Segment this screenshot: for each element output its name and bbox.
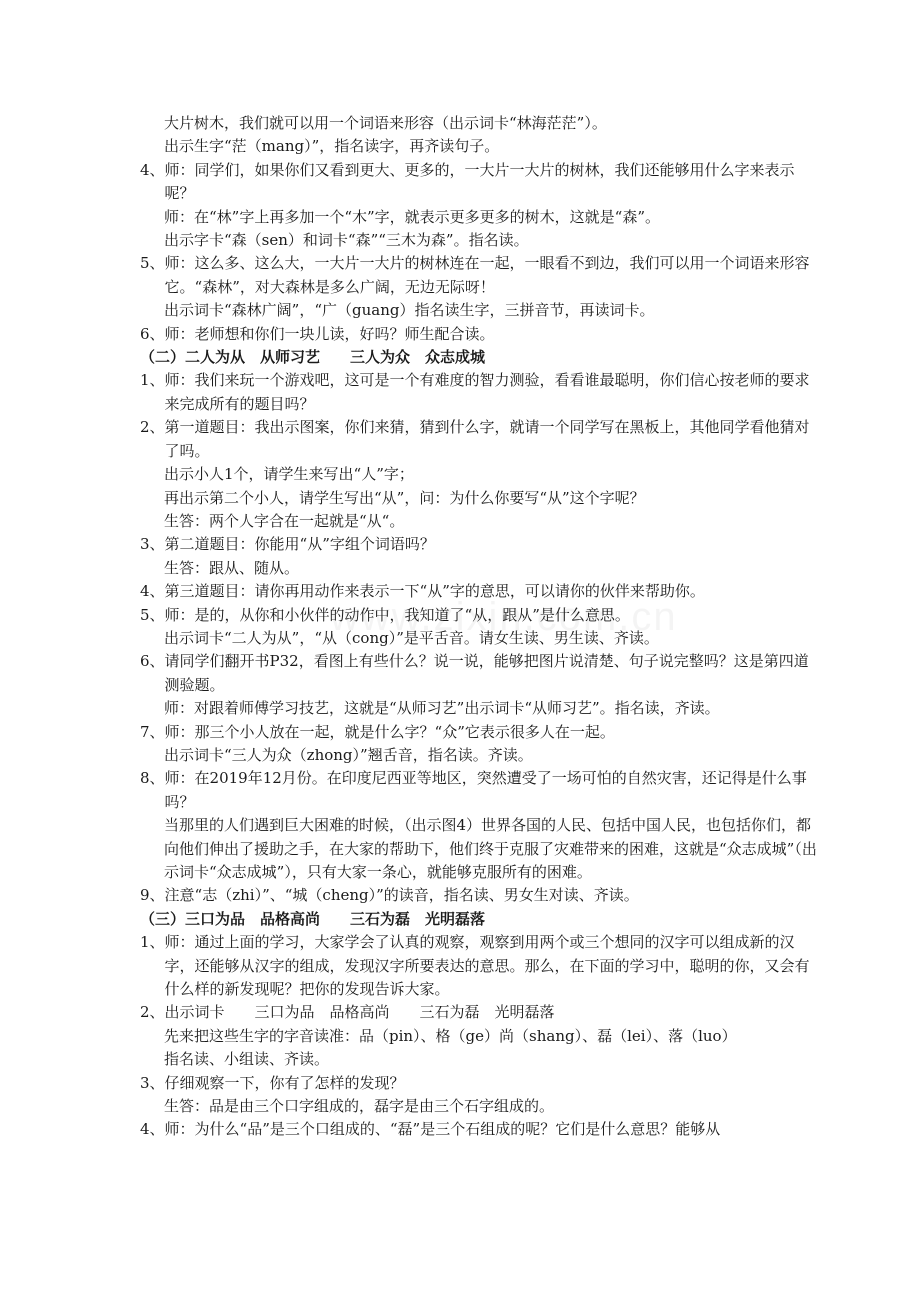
- numbered-item: [140, 767, 820, 814]
- paragraph-line: 指名读、小组读、齐读。: [164, 1050, 330, 1069]
- item-number: 2、: [140, 1003, 165, 1022]
- item-number: 5、: [140, 605, 165, 624]
- item-number: 1、: [140, 933, 165, 952]
- numbered-item: [140, 533, 820, 556]
- numbered-item: [140, 1001, 820, 1024]
- item-number: 4、: [140, 1120, 165, 1139]
- numbered-item: [140, 252, 820, 299]
- item-text: 第三道题目：请你再用动作来表示一下“从”字的意思，可以请你的伙伴来帮助你。: [164, 582, 705, 601]
- item-number: 3、: [140, 535, 165, 554]
- paragraph-line: 出示词卡“三人为众（zhong）”翘舌音，指名读。齐读。: [164, 745, 533, 764]
- item-number: 7、: [140, 722, 165, 741]
- numbered-item: [140, 323, 820, 346]
- item-text: 请同学们翻开书P32，看图上有些什么？说一说，能够把图片说清楚、句子说完整吗？这是第四道测验题。: [164, 652, 809, 694]
- item-text: 师：为什么“品”是三个口组成的、“磊”是三个石组成的呢？它们是什么意思？能够从: [164, 1120, 721, 1139]
- paragraph-line: 出示小人1个，请学生来写出“人”字；: [164, 465, 414, 484]
- item-text: 第一道题目：我出示图案，你们来猜，猜到什么字，就请一个同学写在黑板上，其他同学看他猜对了吗。: [164, 418, 810, 460]
- numbered-item: [140, 931, 820, 1001]
- paragraph-line: 再出示第二个小人，请学生写出“从”，问：为什么你要写“从”这个字呢？: [164, 488, 645, 507]
- section-heading: （三）三口为品 品格高尚 三石为磊 光明磊落: [140, 909, 486, 928]
- numbered-item: [140, 1118, 820, 1141]
- numbered-item: [140, 884, 820, 907]
- watermark: [330, 606, 678, 629]
- paragraph-line: 出示生字“茫（mang）”，指名读字，再齐读句子。: [164, 137, 500, 156]
- item-number: 4、: [140, 582, 165, 601]
- paragraph-line: 生答：跟从、随从。: [164, 558, 300, 577]
- paragraph-line: 师：在“林”字上再多加一个“木”字，就表示更多更多的树木，这就是“森”。: [164, 207, 661, 226]
- item-text: 出示词卡 三口为品 品格高尚 三石为磊 光明磊落: [164, 1003, 555, 1022]
- item-text: 第二道题目：你能用“从”字组个词语吗？: [164, 535, 435, 554]
- paragraph-line: 生答：品是由三个口字组成的，磊字是由三个石字组成的。: [164, 1097, 555, 1116]
- item-number: 2、: [140, 418, 165, 437]
- item-number: 5、: [140, 254, 165, 273]
- item-number: 9、: [140, 886, 165, 905]
- paragraph-line: 出示词卡“森林广阔”，“广（guang）指名读生字，三拼音节，再读词卡。: [164, 301, 655, 320]
- item-number: 4、: [140, 160, 165, 179]
- item-number: 8、: [140, 769, 165, 788]
- item-text: 师：这么多、这么大，一大片一大片的树林连在一起，一眼看不到边，我们可以用一个词语来形容它。“森林”，对大森林是多么广阔，无边无际呀！: [164, 254, 810, 296]
- numbered-item: [140, 721, 820, 744]
- paragraph-line: 大片树木，我们就可以用一个词语来形容（出示词卡“林海茫茫”）。: [164, 114, 607, 132]
- section-heading: （二）二人为从 从师习艺 三人为众 众志成城: [140, 348, 486, 367]
- paragraph-line: 出示字卡“森（sen）和词卡“森”“三木为森”。指名读。: [164, 231, 529, 250]
- paragraph-line: 先来把这些生字的字音读准：品（pin）、格（ge）尚（shang）、磊（lei）、落（luo）: [164, 1026, 737, 1045]
- item-text: 注意“志（zhi）”、“城（cheng）”的读音，指名读、男女生对读、齐读。: [164, 886, 639, 905]
- numbered-item: [140, 369, 820, 416]
- item-text: 师：在2019年12月份。在印度尼西亚等地区，突然遭受了一场可怕的自然灾害，还记得是什么事吗？: [164, 769, 807, 811]
- numbered-item: [140, 159, 820, 206]
- item-text: 师：我们来玩一个游戏吧，这可是一个有难度的智力测验，看看谁最聪明，你们信心按老师的要求来完成所有的题目吗？: [164, 371, 810, 413]
- item-text: 师：同学们，如果你们又看到更大、更多的，一大片一大片的树林，我们还能够用什么字来表示呢？: [164, 160, 795, 203]
- item-number: 3、: [140, 1073, 165, 1092]
- item-number: 1、: [140, 371, 165, 390]
- item-text: 师：是的，从你和小伙伴的动作中，我知道了“从，跟从”是什么意思。: [164, 605, 630, 624]
- paragraph-line: 生答：两个人字合在一起就是“从“。: [164, 511, 405, 530]
- item-text: 仔细观察一下，你有了怎样的发现？: [164, 1073, 405, 1092]
- item-number: 6、: [140, 652, 165, 671]
- numbered-item: [140, 650, 820, 697]
- item-number: 6、: [140, 324, 165, 343]
- item-text: 师：通过上面的学习，大家学会了认真的观察，观察到用两个或三个想同的汉字可以组成新的汉字，还能够从汉字的组成，发现汉字所要表达的意思。那么，在下面的学习中，聪明的你，又会有什么样的新发现呢？把你的发现告诉大家。: [164, 933, 810, 999]
- numbered-item: [140, 1072, 820, 1095]
- item-text: 师：老师想和你们一块儿读，好吗？师生配合读。: [164, 324, 495, 343]
- paragraph-line: 师：对跟着师傅学习技艺，这就是“从师习艺”出示词卡“从师习艺”。指名读，齐读。: [164, 699, 720, 718]
- paragraph-line: 当那里的人们遇到巨大困难的时候，（出示图4）世界各国的人民、包括中国人民，也包括你们，都向他们伸出了援助之手，在大家的帮助下，他们终于克服了灾难带来的困难，这就是“众志成城”（出示词卡“众志成城”），只有大家一条心，就能够克服所有的困难。: [164, 816, 817, 881]
- item-text: 师：那三个小人放在一起，就是什么字？“众”它表示很多人在一起。: [164, 722, 615, 741]
- paragraph-line: 出示词卡“二人为从”，“从（cong）”是平舌音。请女生读、男生读、齐读。: [164, 628, 659, 647]
- numbered-item: [140, 416, 820, 463]
